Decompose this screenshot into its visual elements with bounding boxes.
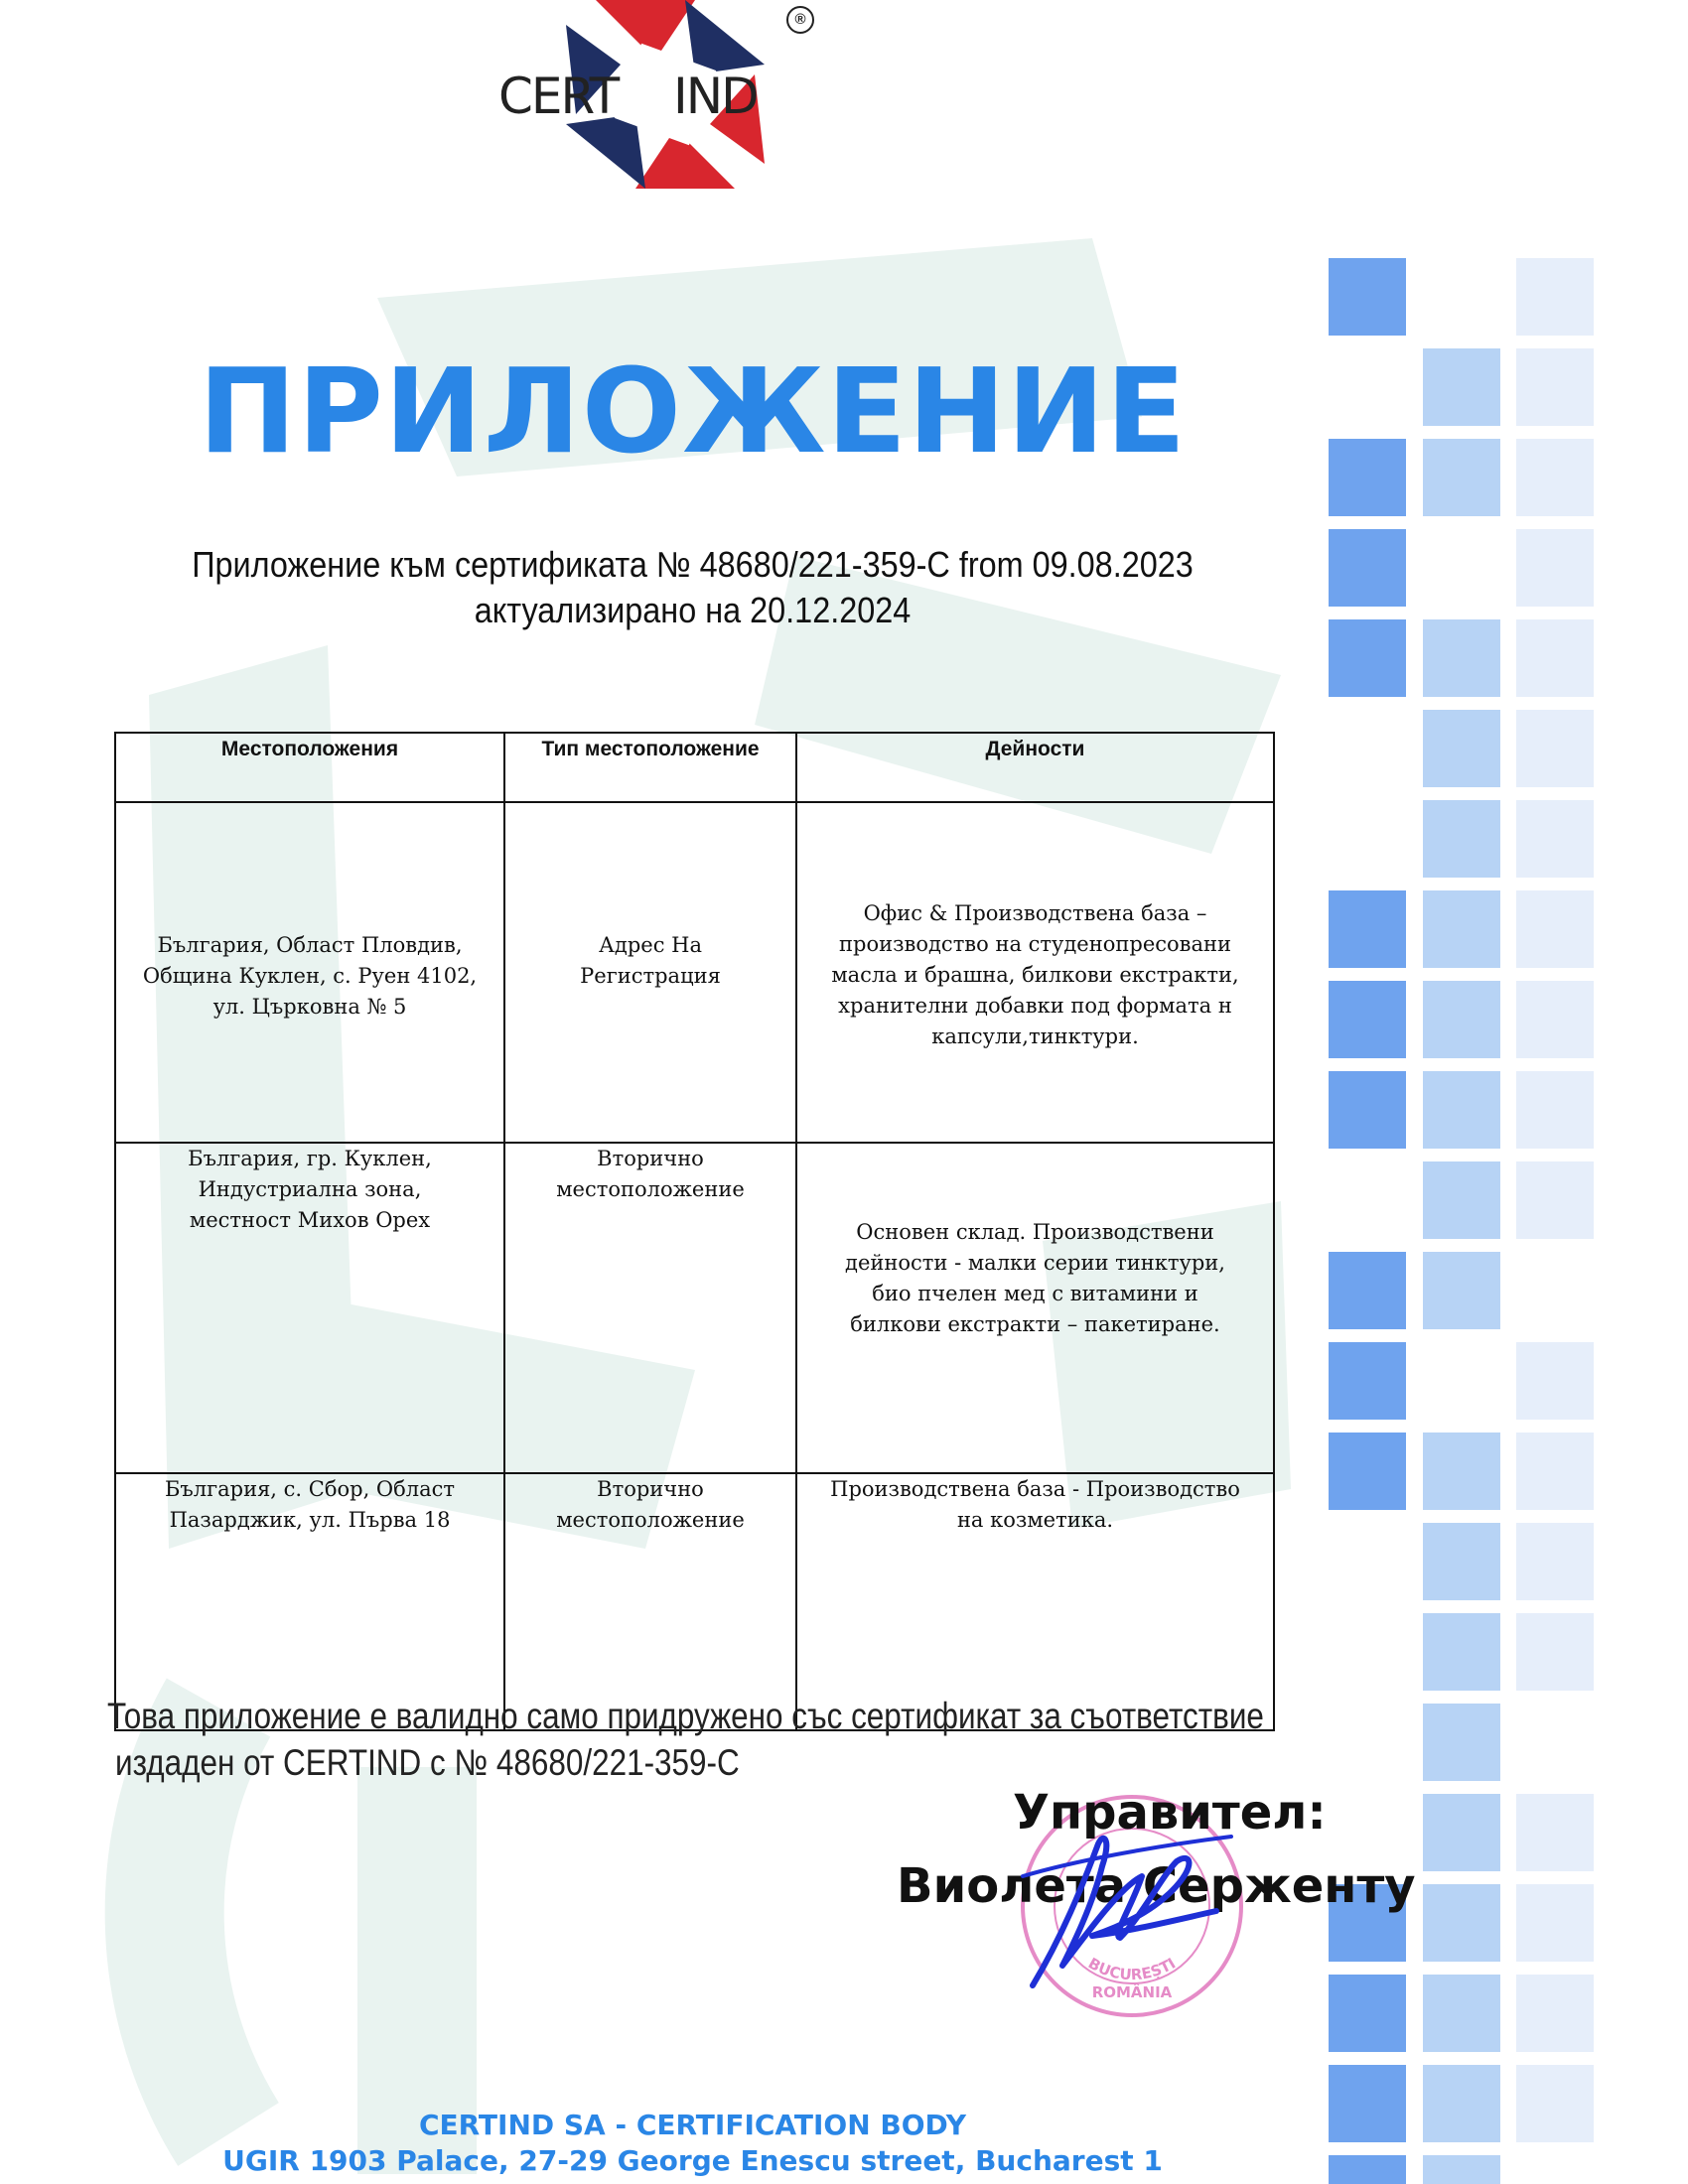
decorative-square	[1516, 348, 1594, 426]
signature-role: Управител:	[1013, 1785, 1327, 1841]
cell-line: дейности - малки серии тинктури,	[845, 1251, 1225, 1275]
decorative-square	[1516, 1161, 1594, 1239]
cell-line: Индустриална зона,	[198, 1177, 422, 1201]
decorative-square	[1423, 1252, 1500, 1329]
decorative-square	[1423, 1975, 1500, 2052]
location-type-cell	[504, 1473, 796, 1730]
decorative-square	[1423, 619, 1500, 697]
stamp-text-bottom: BUCUREȘTI	[1084, 1954, 1180, 1984]
subtitle-line-1: Приложение към сертификата № 48680/221-359-С from 09.08.2023	[192, 544, 1194, 585]
location-type-cell	[504, 1143, 796, 1473]
cell-line: ул. Църковна № 5	[212, 995, 407, 1019]
decorative-square	[1516, 2065, 1594, 2142]
table-header-row	[115, 733, 1274, 802]
table-row	[115, 1473, 1274, 1730]
decorative-square	[1329, 619, 1406, 697]
decorative-square	[1423, 890, 1500, 968]
header-locations: Местоположения	[115, 733, 504, 802]
stamp-text-country: ROMÂNIA	[1091, 1983, 1173, 2001]
registered-mark: ®	[786, 6, 814, 34]
locations-table	[114, 732, 1275, 1731]
decorative-square	[1423, 2155, 1500, 2184]
decorative-square	[1423, 1794, 1500, 1871]
cell-line: Община Куклен, с. Руен 4102,	[142, 964, 478, 988]
decorative-square	[1516, 1433, 1594, 1510]
decorative-square	[1423, 348, 1500, 426]
decorative-square	[1329, 1433, 1406, 1510]
header-activities: Дейности	[796, 733, 1274, 802]
decorative-square	[1516, 529, 1594, 607]
decorative-square	[1516, 1523, 1594, 1600]
signature-name: Виолета Серженту	[897, 1858, 1416, 1914]
decorative-square	[1516, 1975, 1594, 2052]
logo-text-right: IND	[673, 68, 758, 125]
decorative-square	[1329, 1975, 1406, 2052]
decorative-square	[1423, 1884, 1500, 1962]
cell-line: Основен склад. Производствени	[856, 1220, 1214, 1244]
cell-line: био пчелен мед с витамини и	[872, 1282, 1198, 1305]
location-cell	[115, 802, 504, 1143]
cell-line: Офис & Производствена база –	[863, 901, 1207, 925]
cell-line: на козметика.	[956, 1508, 1114, 1532]
cell-line: България, гр. Куклен,	[188, 1147, 432, 1170]
decorative-square	[1516, 258, 1594, 336]
decorative-square	[1516, 619, 1594, 697]
cell-line: масла и брашна, билкови екстракти,	[831, 963, 1239, 987]
decorative-square	[1329, 529, 1406, 607]
decorative-square	[1423, 1613, 1500, 1691]
logo-text-left: CERT	[498, 68, 619, 125]
decorative-square	[1423, 981, 1500, 1058]
cell-line: Регистрация	[580, 964, 721, 988]
decorative-square	[1423, 2065, 1500, 2142]
footer-line-2: UGIR 1903 Palace, 27-29 George Enescu street, Bucharest 1	[222, 2144, 1163, 2177]
decorative-square	[1423, 1161, 1500, 1239]
decorative-square	[1329, 1071, 1406, 1149]
location-cell	[115, 1473, 504, 1730]
footer-line-1: CERTIND SA - CERTIFICATION BODY	[418, 2109, 967, 2141]
decorative-square	[1423, 1523, 1500, 1600]
table-row	[115, 1143, 1274, 1473]
decorative-square	[1516, 710, 1594, 787]
cell-line: Пазарджик, ул. Първа 18	[169, 1508, 451, 1532]
decorative-square	[1423, 1433, 1500, 1510]
cell-line: производство на студенопресовани	[839, 932, 1231, 956]
location-cell	[115, 1143, 504, 1473]
decorative-square	[1516, 1884, 1594, 1962]
header-location-type: Тип местоположение	[504, 733, 796, 802]
cell-line: България, Област Пловдив,	[157, 933, 463, 957]
decorative-square	[1516, 1071, 1594, 1149]
cell-line: Вторично	[597, 1147, 704, 1170]
validity-line-2: издаден от CERTIND с № 48680/221-359-С	[115, 1742, 740, 1783]
cell-line: капсули,тинктури.	[931, 1024, 1139, 1048]
decorative-square	[1423, 1704, 1500, 1781]
cell-line: местност Михов Орех	[189, 1208, 431, 1232]
validity-line-1: Това приложение е валидно само придружено със сертификат за съответствие	[107, 1696, 1264, 1736]
decorative-square	[1329, 258, 1406, 336]
decorative-square	[1329, 1252, 1406, 1329]
cell-line: местоположение	[556, 1508, 745, 1532]
decorative-square	[1329, 981, 1406, 1058]
activities-cell	[796, 1473, 1274, 1730]
cell-line: билкови екстракти – пакетиране.	[850, 1312, 1220, 1336]
decorative-square	[1516, 890, 1594, 968]
cell-line: Адрес На	[599, 933, 702, 957]
decorative-square	[1423, 710, 1500, 787]
decorative-square	[1423, 1071, 1500, 1149]
decorative-square	[1516, 1613, 1594, 1691]
activities-cell	[796, 802, 1274, 1143]
decorative-square	[1516, 439, 1594, 516]
activities-cell	[796, 1143, 1274, 1473]
decorative-square	[1423, 800, 1500, 878]
cell-line: хранителни добавки под формата н	[838, 994, 1232, 1018]
location-type-cell	[504, 802, 796, 1143]
cell-line: местоположение	[556, 1177, 745, 1201]
table-row	[115, 802, 1274, 1143]
decorative-square	[1329, 1342, 1406, 1420]
handwritten-signature	[1003, 1817, 1241, 1995]
decorative-square	[1516, 1794, 1594, 1871]
decorative-square	[1516, 981, 1594, 1058]
cell-line: България, с. Сбор, Област	[164, 1477, 456, 1501]
decorative-square	[1329, 890, 1406, 968]
cell-line: Производствена база - Производство	[830, 1477, 1240, 1501]
cell-line: Вторично	[597, 1477, 704, 1501]
subtitle-line-2: актуализирано на 20.12.2024	[474, 590, 912, 630]
certind-logo	[477, 0, 854, 189]
decorative-square	[1516, 1342, 1594, 1420]
decorative-square	[1423, 439, 1500, 516]
page-title: ПРИЛОЖЕНИЕ	[198, 342, 1188, 479]
decorative-square	[1516, 800, 1594, 878]
